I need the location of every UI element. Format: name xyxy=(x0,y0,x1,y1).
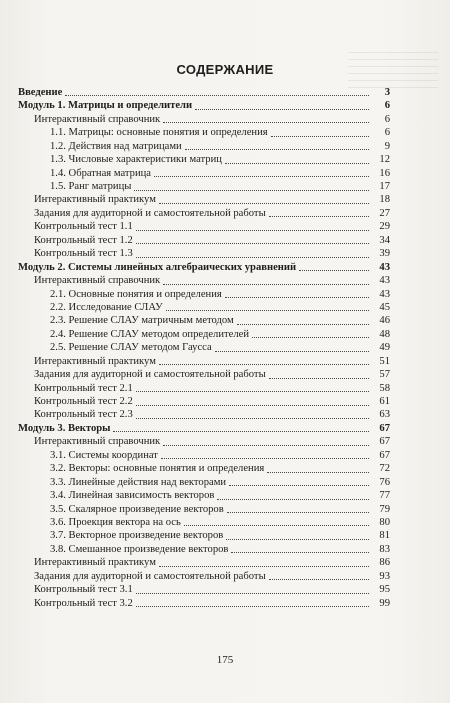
toc-entry-page: 48 xyxy=(379,328,390,340)
dot-leader xyxy=(195,108,369,110)
toc-entry-title: Контрольный тест 2.2 xyxy=(34,396,133,408)
toc-entry xyxy=(18,435,390,448)
toc-entry xyxy=(18,570,390,583)
toc-entry-title: 1.5. Ранг матрицы xyxy=(50,181,132,193)
toc-entry-title: Контрольный тест 2.3 xyxy=(34,409,133,421)
dot-leader xyxy=(252,336,369,338)
toc-entry-title: 3.5. Скалярное произведение векторов xyxy=(50,503,224,515)
dot-leader xyxy=(161,457,369,459)
toc-entry-title: 2.4. Решение СЛАУ методом определителей xyxy=(50,328,249,340)
toc-entry-page: 86 xyxy=(379,557,390,569)
toc-entry-title: Контрольный тест 3.2 xyxy=(34,597,133,609)
table-of-contents xyxy=(18,86,390,610)
toc-entry-page: 67 xyxy=(379,449,390,461)
toc-entry-page: 46 xyxy=(379,315,390,327)
toc-entry xyxy=(18,220,390,233)
toc-entry-page: 17 xyxy=(379,181,390,193)
dot-leader xyxy=(136,404,369,406)
toc-entry-title: 1.4. Обратная матрица xyxy=(50,167,151,179)
toc-entry-page: 99 xyxy=(379,597,390,609)
toc-entry-title: 3.1. Системы координат xyxy=(50,449,158,461)
toc-entry xyxy=(18,583,390,596)
toc-entry-title: Контрольный тест 3.1 xyxy=(34,584,133,596)
dot-leader xyxy=(226,538,369,540)
toc-entry-title: Введение xyxy=(18,86,63,98)
toc-entry-page: 12 xyxy=(379,154,390,166)
dot-leader xyxy=(225,296,369,298)
toc-entry xyxy=(18,529,390,542)
dot-leader xyxy=(184,524,369,526)
dot-leader xyxy=(113,430,369,432)
dot-leader xyxy=(227,511,369,513)
toc-entry-page: 57 xyxy=(379,369,390,381)
toc-entry xyxy=(18,516,390,529)
dot-leader xyxy=(136,605,369,607)
toc-entry-title: 1.2. Действия над матрицами xyxy=(50,140,182,152)
toc-entry xyxy=(18,503,390,516)
dot-leader xyxy=(134,189,369,191)
page-number: 175 xyxy=(216,654,234,666)
toc-entry-page: 76 xyxy=(379,476,390,488)
toc-entry-page: 27 xyxy=(379,207,390,219)
toc-entry-page: 6 xyxy=(384,127,390,139)
toc-entry-page: 63 xyxy=(379,409,390,421)
toc-entry-title: 2.5. Решение СЛАУ методом Гаусса xyxy=(50,342,212,354)
toc-entry xyxy=(18,422,390,435)
toc-entry-title: 3.7. Векторное произведение векторов xyxy=(50,530,224,542)
toc-entry-page: 43 xyxy=(379,288,390,300)
toc-entry xyxy=(18,288,390,301)
toc-entry-page: 34 xyxy=(379,234,390,246)
dot-leader xyxy=(269,578,369,580)
toc-entry-page: 51 xyxy=(379,355,390,367)
dot-leader xyxy=(299,269,369,271)
dot-leader xyxy=(217,498,369,500)
dot-leader xyxy=(136,592,369,594)
toc-entry xyxy=(18,328,390,341)
toc-entry-title: 1.3. Числовые характеристики матриц xyxy=(50,154,222,166)
toc-entry xyxy=(18,180,390,193)
toc-entry-page: 67 xyxy=(379,436,390,448)
toc-entry-page: 72 xyxy=(379,463,390,475)
toc-entry xyxy=(18,247,390,260)
toc-entry xyxy=(18,314,390,327)
page-title: СОДЕРЖАНИЕ xyxy=(176,62,274,77)
toc-entry xyxy=(18,355,390,368)
toc-entry-title: Интерактивный практикум xyxy=(34,557,156,569)
toc-entry xyxy=(18,597,390,610)
dot-leader xyxy=(154,175,369,177)
toc-entry xyxy=(18,113,390,126)
toc-entry-title: Контрольный тест 2.1 xyxy=(34,382,133,394)
toc-entry-title: 3.2. Векторы: основные понятия и определения xyxy=(50,463,265,475)
toc-entry xyxy=(18,194,390,207)
toc-entry xyxy=(18,395,390,408)
toc-entry-title: Интерактивный справочник xyxy=(34,275,161,287)
dot-leader xyxy=(237,323,369,325)
toc-entry-page: 58 xyxy=(379,382,390,394)
toc-entry-page: 6 xyxy=(384,113,390,125)
toc-entry-title: 3.6. Проекция вектора на ось xyxy=(50,516,181,528)
dot-leader xyxy=(225,162,369,164)
toc-entry-title: Контрольный тест 1.2 xyxy=(34,234,133,246)
toc-entry xyxy=(18,140,390,153)
toc-entry-title: 2.1. Основные понятия и определения xyxy=(50,288,222,300)
toc-entry-title: Модуль 3. Векторы xyxy=(18,422,111,434)
dot-leader xyxy=(136,256,369,258)
dot-leader xyxy=(215,350,369,352)
toc-entry-page: 43 xyxy=(379,261,390,273)
toc-entry-page: 6 xyxy=(384,100,390,112)
toc-entry xyxy=(18,301,390,314)
toc-entry-title: Интерактивный справочник xyxy=(34,436,161,448)
toc-entry-title: 2.3. Решение СЛАУ матричным методом xyxy=(50,315,234,327)
toc-entry xyxy=(18,234,390,247)
toc-entry xyxy=(18,462,390,475)
dot-leader xyxy=(159,202,369,204)
dot-leader xyxy=(136,242,369,244)
toc-entry-title: Задания для аудиторной и самостоятельной работы xyxy=(34,207,266,219)
toc-entry-page: 93 xyxy=(379,570,390,582)
dot-leader xyxy=(136,417,369,419)
dot-leader xyxy=(136,390,369,392)
dot-leader xyxy=(163,444,369,446)
toc-entry xyxy=(18,382,390,395)
toc-entry-page: 67 xyxy=(379,422,390,434)
dot-leader xyxy=(229,484,369,486)
toc-entry xyxy=(18,449,390,462)
toc-entry xyxy=(18,489,390,502)
toc-entry-title: Модуль 2. Системы линейных алгебраических уравнений xyxy=(18,261,297,273)
dot-leader xyxy=(271,135,369,137)
dot-leader xyxy=(163,121,369,123)
toc-entry-title: Контрольный тест 1.1 xyxy=(34,221,133,233)
toc-entry xyxy=(18,409,390,422)
toc-entry-page: 61 xyxy=(379,396,390,408)
toc-entry-page: 29 xyxy=(379,221,390,233)
toc-entry-page: 81 xyxy=(379,530,390,542)
dot-leader xyxy=(166,309,369,311)
toc-entry xyxy=(18,368,390,381)
toc-entry-page: 45 xyxy=(379,301,390,313)
toc-entry-title: Задания для аудиторной и самостоятельной работы xyxy=(34,570,266,582)
toc-entry-title: 3.8. Смешанное произведение векторов xyxy=(50,543,229,555)
toc-entry-title: Интерактивный практикум xyxy=(34,194,156,206)
toc-entry xyxy=(18,556,390,569)
toc-entry-page: 83 xyxy=(379,543,390,555)
toc-entry xyxy=(18,167,390,180)
toc-entry-title: 2.2. Исследование СЛАУ xyxy=(50,301,163,313)
toc-entry xyxy=(18,126,390,139)
toc-entry-title: 1.1. Матрицы: основные понятия и определения xyxy=(50,127,268,139)
toc-entry-title: Интерактивный справочник xyxy=(34,113,161,125)
toc-entry-title: Модуль 1. Матрицы и определители xyxy=(18,100,193,112)
toc-entry-title: 3.3. Линейные действия над векторами xyxy=(50,476,227,488)
dot-leader xyxy=(159,363,369,365)
toc-entry-title: Интерактивный практикум xyxy=(34,355,156,367)
toc-entry xyxy=(18,543,390,556)
toc-entry xyxy=(18,476,390,489)
toc-entry xyxy=(18,261,390,274)
toc-entry xyxy=(18,207,390,220)
toc-entry-page: 16 xyxy=(379,167,390,179)
toc-entry xyxy=(18,341,390,354)
toc-entry-page: 80 xyxy=(379,516,390,528)
dot-leader xyxy=(231,551,369,553)
toc-entry-title: Контрольный тест 1.3 xyxy=(34,248,133,260)
dot-leader xyxy=(65,94,369,96)
toc-entry xyxy=(18,86,390,99)
toc-entry xyxy=(18,153,390,166)
dot-leader xyxy=(269,377,369,379)
toc-entry-page: 95 xyxy=(379,584,390,596)
toc-entry-page: 43 xyxy=(379,275,390,287)
toc-entry xyxy=(18,99,390,112)
toc-entry-page: 39 xyxy=(379,248,390,260)
toc-entry-title: 3.4. Линейная зависимость векторов xyxy=(50,490,215,502)
dot-leader xyxy=(185,148,369,150)
toc-entry-page: 77 xyxy=(379,490,390,502)
toc-entry xyxy=(18,274,390,287)
toc-entry-page: 79 xyxy=(379,503,390,515)
toc-entry-page: 3 xyxy=(384,86,390,98)
dot-leader xyxy=(136,229,369,231)
dot-leader xyxy=(267,471,369,473)
dot-leader xyxy=(269,215,369,217)
toc-entry-page: 9 xyxy=(384,140,390,152)
toc-entry-page: 18 xyxy=(379,194,390,206)
toc-entry-page: 49 xyxy=(379,342,390,354)
dot-leader xyxy=(163,283,369,285)
dot-leader xyxy=(159,565,369,567)
toc-entry-title: Задания для аудиторной и самостоятельной работы xyxy=(34,369,266,381)
